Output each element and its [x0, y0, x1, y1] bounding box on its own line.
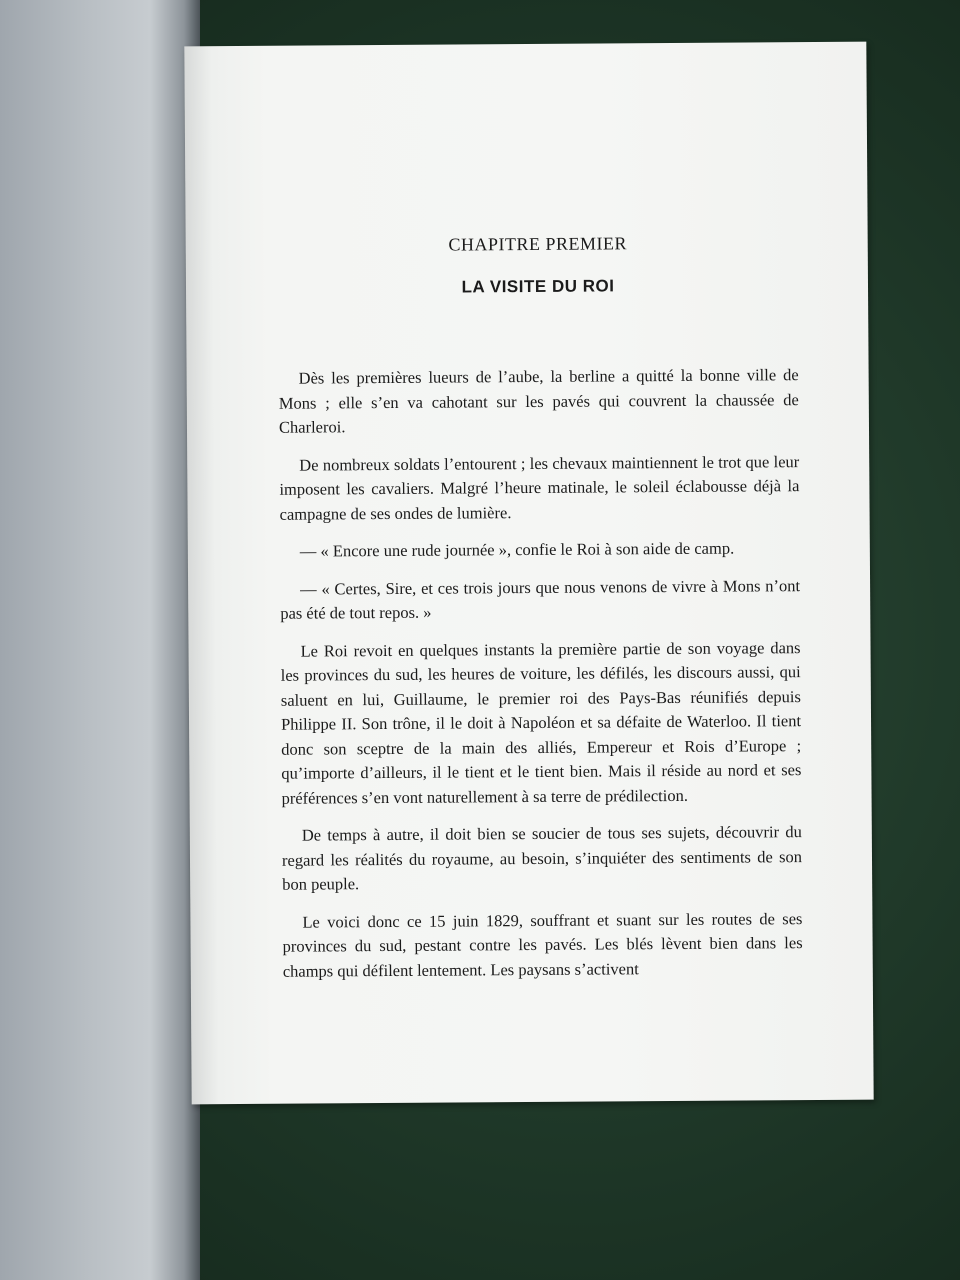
body-text	[279, 363, 803, 984]
paragraph: Le Roi revoit en quelques instants la première partie de son voyage dans les provinces du sud, les heures de voiture, les défilés, les discours aussi, qui saluent en lui, Guillaume, le premier roi des Pays-Bas réunifiés depuis Philippe II. Son trône, il le doit à Napoléon et sa défaite de Waterloo. Il tient donc son sceptre de la main des alliés, Empereur et Rois d’Europe ; qu’importe d’ailleurs, il le tient et le tient bien. Mais il réside au nord et ses préférences s’en vont naturellement à sa terre de prédilection.	[280, 637, 802, 808]
chapter-title: LA VISITE DU ROI	[461, 276, 615, 297]
page-content	[278, 232, 803, 997]
paragraph: — « Encore une rude journée », confie le Roi à son aide de camp.	[299, 538, 735, 561]
left-page-edge	[0, 0, 200, 1280]
chapter-number: CHAPITRE PREMIER	[448, 233, 628, 255]
paragraph: Le voici donc ce 15 juin 1829, souffrant et suant sur les routes de ses provinces du sud, pestant contre les pavés. Les blés lèvent bien dans les champs qui défilent lentement. Les paysans s’activent	[282, 908, 803, 981]
left-page-faint-heading	[150, 245, 156, 271]
paragraph: De nombreux soldats l’entourent ; les chevaux maintiennent le trot que leur imposent les cavaliers. Malgré l’heure matinale, le soleil éclabousse déjà la campagne de ses ondes de lumière.	[279, 451, 800, 524]
paragraph: — « Certes, Sire, et ces trois jours que nous venons de vivre à Mons n’ont pas été de tout repos. »	[280, 575, 801, 623]
book-page	[184, 42, 873, 1105]
paragraph: Dès les premières lueurs de l’aube, la berline a quitté la bonne ville de Mons ; elle s’en va cahotant sur les pavés qui couvrent la chaussée de Charleroi.	[278, 365, 799, 437]
paragraph: De temps à autre, il doit bien se soucier de tous ses sujets, découvrir du regard les réalités du royaume, au besoin, s’inquiéter des sentiments de son bon peuple.	[281, 822, 803, 894]
